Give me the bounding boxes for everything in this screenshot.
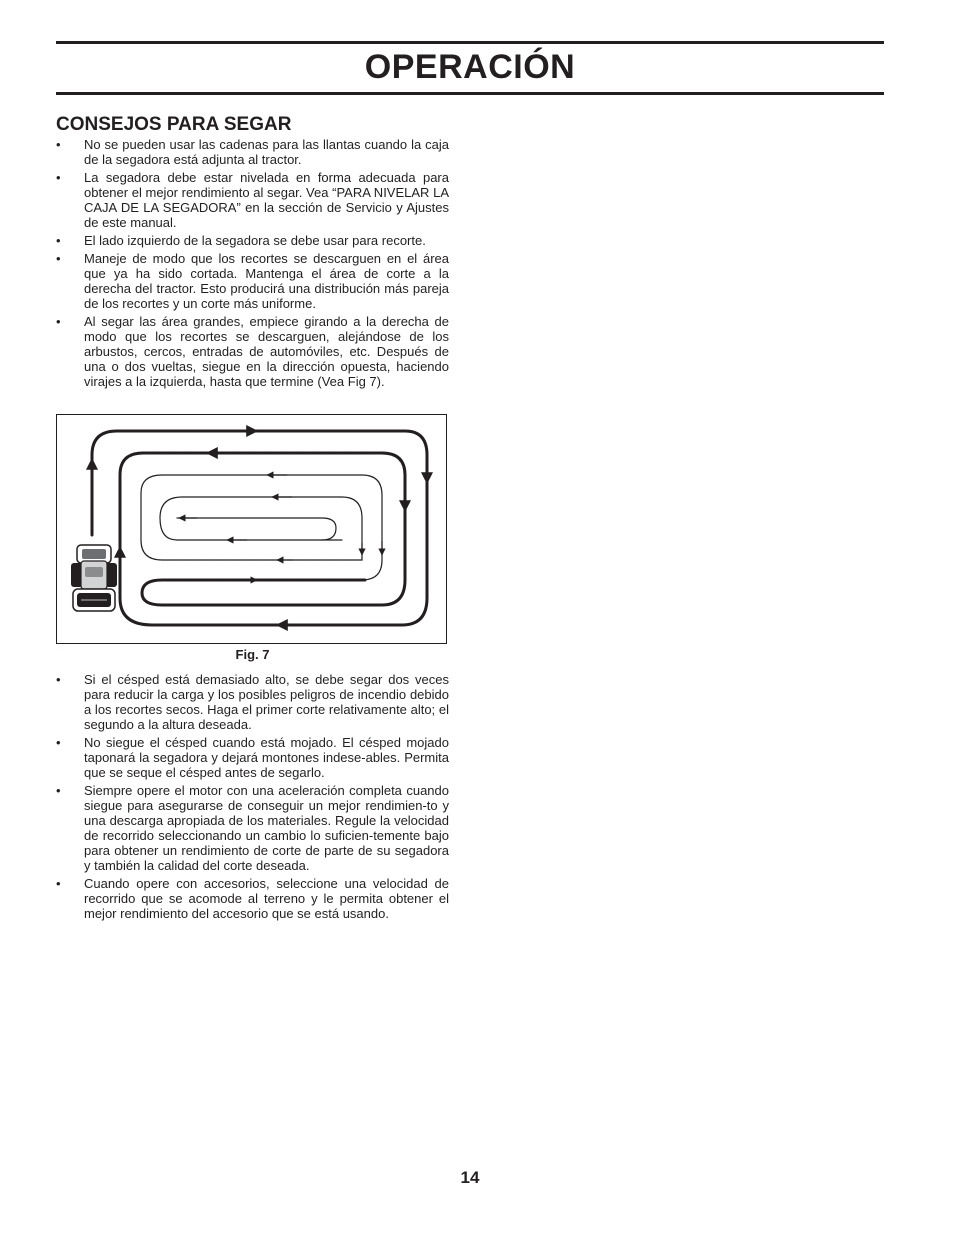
header-rule-bottom (56, 92, 884, 95)
riding-mower-icon (71, 545, 117, 611)
list-item: • Siempre opere el motor con una aceleración completa cuando siegue para asegurarse de conseguir un mejor rendimien-to y una descarga apropiada de los materiales. Regule la velocidad de recorrido seleccionando un cambio lo suficien-temente bajo para obtener un rendimiento de corte de parte de su segadora y también la calidad del corte deseada. (56, 783, 449, 873)
mowing-pattern-diagram (57, 415, 448, 645)
path-loop-center (177, 518, 336, 540)
header-rule-top (56, 41, 884, 44)
list-item: • No siegue el césped cuando está mojado. El césped mojado taponará la segadora y dejará montones indese-ables. Permita que se seque el césped antes de segarlo. (56, 735, 449, 780)
list-item: • El lado izquierdo de la segadora se debe usar para recorte. (56, 233, 449, 248)
path-loop-outer (92, 431, 427, 625)
list-item: • Si el césped está demasiado alto, se debe segar dos veces para reducir la carga y los posibles peligros de incendio debido a los recortes secos. Haga el primer corte relativamente alto; el segundo a la altura deseada. (56, 672, 449, 732)
list-item: • Al segar las área grandes, empiece girando a la derecha de modo que los recortes se descarguen, alejándose de los arbustos, cercos, entradas de automóviles, etc. Después de una o dos vueltas, siegue en la dirección opuesta, haciendo virajes a la izquierda, hasta que termine (Vea Fig 7). (56, 314, 449, 389)
list-item: • La segadora debe estar nivelada en forma adecuada para obtener el mejor rendimiento al segar. Vea “PARA NIVELAR LA CAJA DE LA SEGADORA” en la sección de Servicio y Ajustes de este manual. (56, 170, 449, 230)
list-item: • Maneje de modo que los recortes se descarguen en el área que ya ha sido cortada. Mantenga el área de corte a la derecha del tractor. Esto producirá una distribución más pareja de los recortes y un corte más uniforme. (56, 251, 449, 311)
list-item: • No se pueden usar las cadenas para las llantas cuando la caja de la segadora está adjunta al tractor. (56, 137, 449, 167)
tips-list-bottom (56, 672, 449, 924)
tips-list-top (56, 137, 449, 392)
section-heading: CONSEJOS PARA SEGAR (56, 114, 292, 135)
mowing-pattern-figure (56, 414, 447, 644)
list-item: • Cuando opere con accesorios, seleccione una velocidad de recorrido que se acomode al terreno y le permita obtener el mejor rendimiento del accesorio que se está usando. (56, 876, 449, 921)
page-number: 14 (460, 1168, 480, 1187)
path-loop-inner (141, 475, 382, 580)
path-loop-innermost (160, 497, 362, 560)
page-title: OPERACIÓN (364, 48, 576, 86)
figure-caption: Fig. 7 (235, 647, 270, 662)
